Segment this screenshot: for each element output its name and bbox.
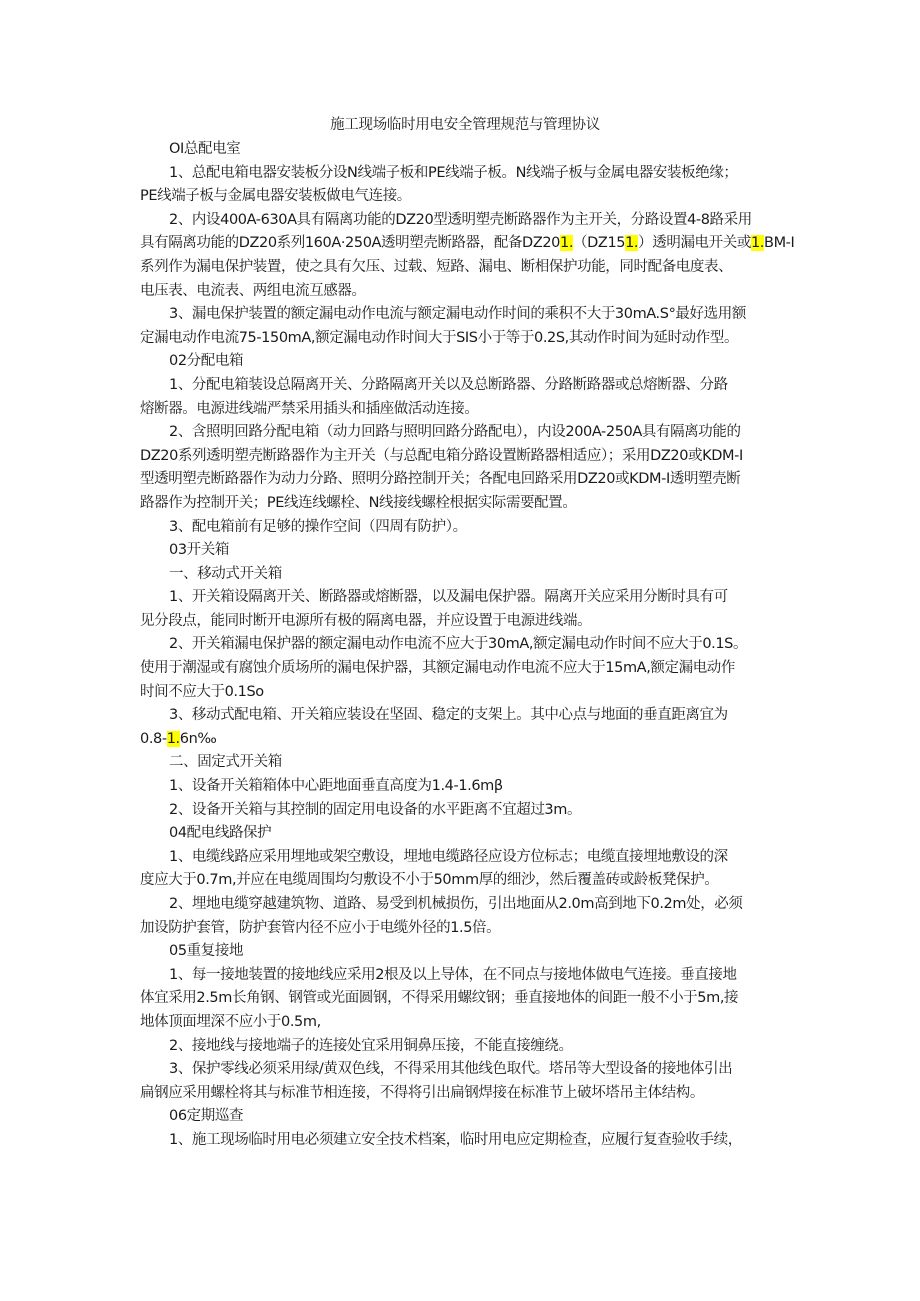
text-line: 度应大于0.7m,并应在电缆周围均匀敷设不小于50mm厚的细沙，然后覆盖砖或龄板凳保护。 [140,872,719,889]
text-line: 电压表、电流表、两组电流互感器。 [140,282,366,299]
text-line: 时间不应大于0.1So [140,683,264,700]
text-line: 一、移动式开关箱 [169,565,282,582]
text-line: 1、总配电箱电器安装板分设N线端子板和PE线端子板。N线端子板与金属电器安装板绝缘； [169,164,738,181]
text-line [140,728,790,752]
text-line: 2、开关箱漏电保护器的额定漏电动作电流不应大于30mA,额定漏电动作时间不应大于0.1S。 [169,636,748,653]
text-line: 3、移动式配电箱、开关箱应装设在坚固、稳定的支架上。其中心点与地面的垂直距离宜为 [169,707,728,724]
text-line: 1、每一接地装置的接地线应采用2根及以上导体，在不同点与接地体做电气连接。垂直接地 [169,966,737,983]
text-line: 二、固定式开关箱 [169,754,282,771]
text-segment: 具有隔离功能的DZ20系列160A·250A透明塑壳断路器，配备DZ20 [140,235,560,252]
text-line: DZ20系列透明塑壳断路器作为主开关（与总配电箱分路设置断路器相适应）；采用DZ20或KDM-I [140,447,743,464]
document-title: 施工现场临时用电安全管理规范与管理协议 [330,117,600,133]
text-line: 1、施工现场临时用电必须建立安全技术档案，临时用电应定期检查，应履行复查验收手续， [169,1131,742,1148]
text-line: 05重复接地 [169,943,244,960]
text-line: 路器作为控制开关；PE线连线螺栓、N线接线螺栓根据实际需要配置。 [140,494,577,511]
text-segment: 6n‰ [179,730,217,747]
text-line: 2、含照明回路分配电箱（动力回路与照明回路分路配电），内设200A-250A具有隔离功能的 [169,424,741,441]
text-line: 1、设备开关箱箱体中心距地面垂直高度为1.4-1.6mβ [169,778,503,795]
text-line: 2、内设400A-630A具有隔离功能的DZ20型透明塑壳断路器作为主开关，分路设置4-8路采用 [169,211,752,228]
text-line: 体宜采用2.5m长角钢、钢管或光面圆钢，不得采用螺纹钢；垂直接地体的间距一般不小于5m,接 [140,990,739,1007]
highlighted-text: 1. [560,235,574,252]
text-segment: （DZ15 [573,235,626,252]
document-lines [140,138,795,1153]
highlighted-text: 1. [750,235,765,252]
text-line: 2、设备开关箱与其控制的固定用电设备的水平距离不宜超过3m。 [169,801,582,818]
text-line: 3、配电箱前有足够的操作空间（四周有防护）。 [169,518,467,535]
highlighted-text: 1. [625,235,639,252]
text-line: 地体顶面埋深不应小于0.5m, [140,1013,321,1030]
text-line: 04配电线路保护 [169,825,272,842]
text-line: 3、保护零线必须采用绿/黄双色线，不得采用其他线色取代。塔吊等大型设备的接地体引出 [169,1061,733,1078]
text-line: 2、接地线与接地端子的连接处宜采用铜鼻压接，不能直接缠绕。 [169,1037,573,1054]
text-line: 3、漏电保护装置的额定漏电动作电流与额定漏电动作时间的乘积不大于30mA.S°最好选用额 [169,306,746,323]
text-line: 1、电缆线路应采用埋地或架空敷设，埋地电缆路径应设方位标志；电缆直接埋地敷设的深 [169,848,728,865]
text-line: 系列作为漏电保护装置，使之具有欠压、过载、短路、漏电、断相保护功能，同时配备电度表、 [140,258,733,275]
text-line: PE线端子板与金属电器安装板做电气连接。 [140,188,411,205]
text-line: 定漏电动作电流75-150mA,额定漏电动作时间大于SIS小于等于0.2S,其动作时间为延时动作型。 [140,329,739,346]
text-line: 扁钢应采用螺栓将其与标准节相连接，不得将引出扁钢焊接在标准节上破坏塔吊主体结构。 [140,1084,704,1101]
text-line: 2、埋地电缆穿越建筑物、道路、易受到机械损伤，引出地面从2.0m高到地下0.2m处，必须 [169,896,743,912]
text-line: 1、开关箱设隔离开关、断路器或熔断器，以及漏电保护器。隔离开关应采用分断时具有可 [169,589,728,606]
text-line: 06定期巡查 [169,1108,244,1125]
text-line: 1、分配电箱装设总隔离开关、分路隔离开关以及总断路器、分路断路器或总熔断器、分路 [169,376,728,393]
text-line [140,232,795,256]
text-line: 03开关箱 [169,542,229,559]
text-line: 使用于潮湿或有腐蚀介质场所的漏电保护器，其额定漏电动作电流不应大于15mA,额定漏电动作 [140,660,736,677]
text-line: 02分配电箱 [169,353,244,370]
text-line: 见分段点，能同时断开电源所有极的隔离电器，并应设置于电源进线端。 [140,612,592,629]
text-line: OI总配电室 [169,141,241,157]
text-segment: BM-I [764,235,795,252]
text-line: 熔断器。电源进线端严禁采用插头和插座做活动连接。 [140,400,479,417]
text-line: 型透明塑壳断路器作为动力分路、照明分路控制开关；各配电回路采用DZ20或KDM-I透明塑壳断 [140,471,741,488]
text-segment: 0.8- [140,730,167,747]
text-segment: ）透明漏电开关或 [638,235,751,252]
text-line: 加设防护套管，防护套管内径不应小于电缆外径的1.5倍。 [140,919,501,936]
document-body [140,113,795,1153]
highlighted-text: 1. [166,730,180,747]
